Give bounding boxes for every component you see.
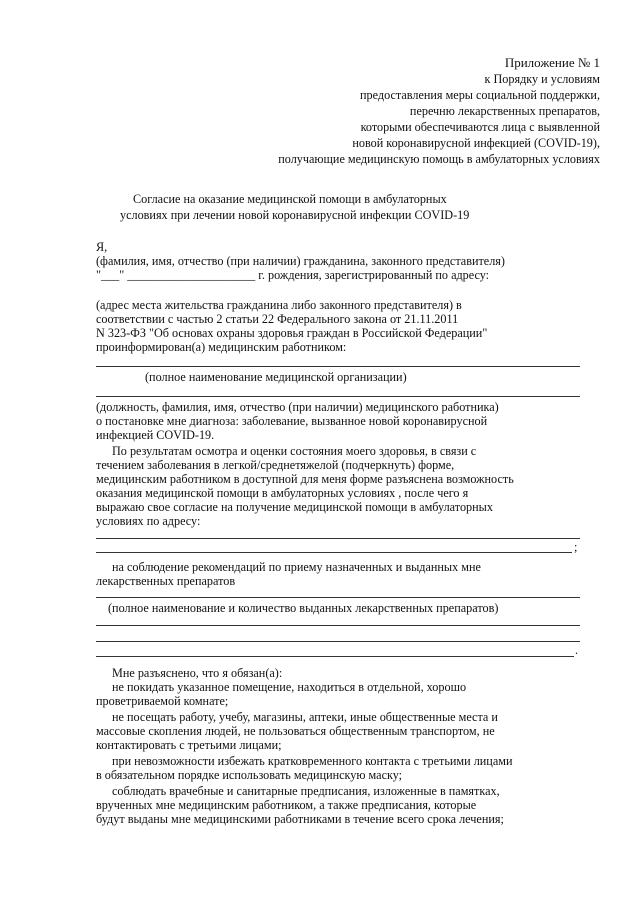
- duties-text: массовые скопления людей, не пользоваться общественным транспортом, не: [96, 724, 495, 738]
- drugs-fill-line: [96, 641, 580, 642]
- birth-line: "___" _____________________ г. рождения, зарегистрированный по адресу:: [96, 268, 490, 282]
- appendix-title: Приложение № 1: [504, 55, 600, 70]
- appendix-line: получающие медицинскую помощь в амбулаторных условиях: [278, 152, 600, 166]
- period-mark: .: [575, 643, 579, 657]
- address-text: проинформирован(а) медицинским работником:: [96, 340, 347, 354]
- duties-text: соблюдать врачебные и санитарные предписания, изложенные в памятках,: [112, 784, 500, 798]
- appendix-line: предоставления меры социальной поддержки,: [360, 88, 600, 102]
- recs-text: на соблюдение рекомендаций по приему назначенных и выданных мне: [112, 560, 481, 574]
- semicolon-mark: ;: [574, 540, 578, 554]
- worker-fill-line: [96, 396, 580, 397]
- exam-text: условиях по адресу:: [96, 514, 201, 528]
- exam-text: медицинским работником в доступной для меня форме разъяснена возможность: [96, 472, 514, 486]
- recs-text: лекарственных препаратов: [96, 574, 236, 588]
- duties-text: в обязательном порядке использовать медицинскую маску;: [96, 768, 403, 782]
- ya-label: Я,: [96, 240, 108, 254]
- duties-text: проветриваемой комнате;: [96, 694, 229, 708]
- drugs-fill-line: [96, 625, 580, 626]
- address-text: N 323-ФЗ "Об основах охраны здоровья граждан в Российской Федерации": [96, 326, 488, 340]
- duties-text: не покидать указанное помещение, находиться в отдельной, хорошо: [112, 680, 467, 694]
- address-text: (адрес места жительства гражданина либо законного представителя) в: [96, 298, 462, 312]
- diagnosis-text: о постановке мне диагноза: заболевание, вызванное новой коронавирусной: [96, 414, 488, 428]
- address-fill-line: [96, 552, 572, 553]
- appendix-line: перечню лекарственных препаратов,: [409, 104, 600, 118]
- exam-text: По результатам осмотра и оценки состояния моего здоровья, в связи с: [112, 444, 477, 458]
- diagnosis-text: инфекцией COVID-19.: [96, 428, 215, 442]
- duties-text: не посещать работу, учебу, магазины, аптеки, иные общественные места и: [112, 710, 498, 724]
- appendix-line: которыми обеспечиваются лица с выявленной: [360, 120, 600, 134]
- appendix-line: к Порядку и условиям: [484, 72, 600, 86]
- exam-text: выражаю свое согласие на получение медицинской помощи в амбулаторных: [96, 500, 493, 514]
- worker-caption: (должность, фамилия, имя, отчество (при наличии) медицинского работника): [96, 400, 499, 414]
- org-caption: (полное наименование медицинской организации): [145, 370, 407, 384]
- duties-text: Мне разъяснено, что я обязан(а):: [112, 666, 283, 680]
- duties-text: при невозможности избежать кратковременного контакта с третьими лицами: [112, 754, 513, 768]
- consent-title-line: условиях при лечении новой коронавирусной инфекции COVID-19: [120, 208, 470, 222]
- drugs-fill-line: [96, 656, 574, 657]
- fio-caption: (фамилия, имя, отчество (при наличии) гражданина, законного представителя): [96, 254, 505, 268]
- exam-text: оказания медицинской помощи в амбулаторных условиях , после чего я: [96, 486, 469, 500]
- duties-text: контактировать с третьими лицами;: [96, 738, 282, 752]
- duties-text: врученных мне медицинским работником, а также предписания, которые: [96, 798, 477, 812]
- duties-text: будут выданы мне медицинскими работниками в течение всего срока лечения;: [96, 812, 504, 826]
- appendix-line: новой коронавирусной инфекцией (COVID-19),: [352, 136, 600, 150]
- address-fill-line: [96, 538, 580, 539]
- drugs-fill-line: [96, 597, 580, 598]
- org-fill-line: [96, 366, 580, 367]
- address-text: соответствии с частью 2 статьи 22 Федерального закона от 21.11.2011: [96, 312, 459, 326]
- drugs-caption: (полное наименование и количество выданных лекарственных препаратов): [108, 601, 499, 615]
- exam-text: течением заболевания в легкой/среднетяжелой (подчеркнуть) форме,: [96, 458, 455, 472]
- consent-title-line: Согласие на оказание медицинской помощи в амбулаторных: [133, 192, 447, 206]
